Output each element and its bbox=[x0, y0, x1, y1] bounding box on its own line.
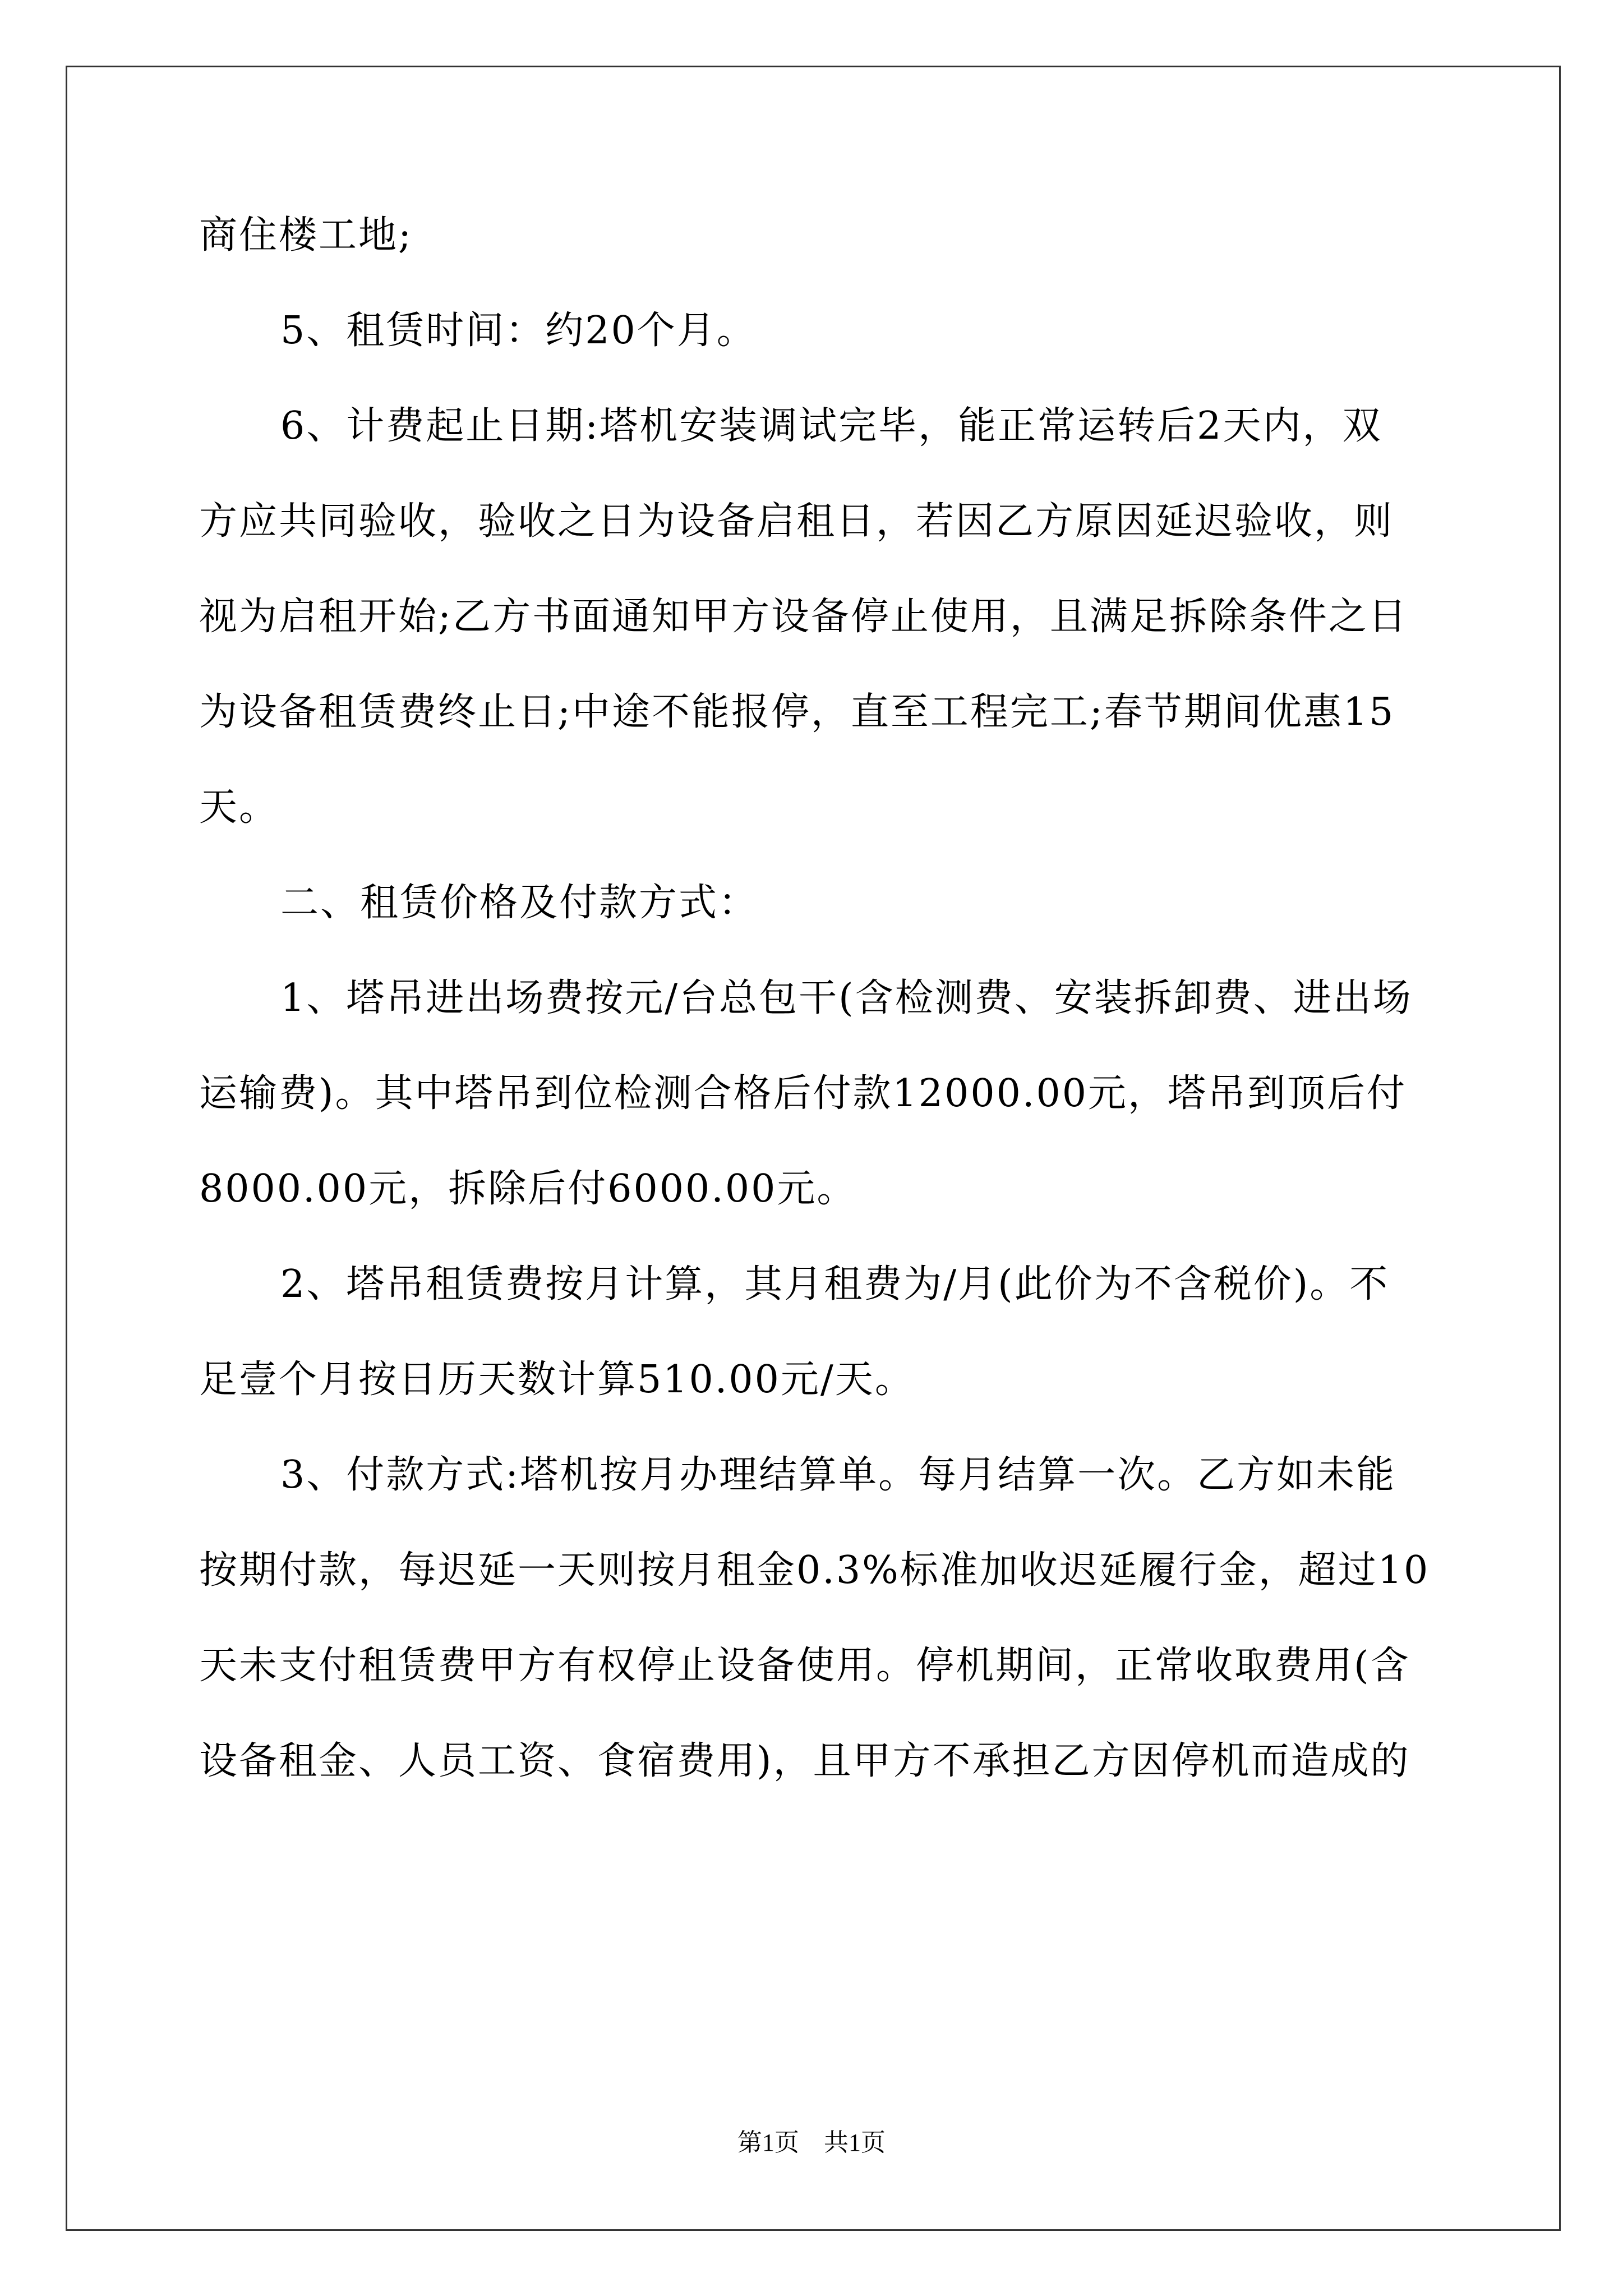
text-line: 设备租金、人员工资、食宿费用)，且甲方不承担乙方因停机而造成的 bbox=[199, 1739, 1410, 1783]
text-line: 运输费)。其中塔吊到位检测合格后付款12000.00元，塔吊到顶后付 bbox=[199, 1071, 1407, 1116]
text-line: 3、付款方式:塔机按月办理结算单。每月结算一次。乙方如未能 bbox=[280, 1453, 1396, 1497]
text-line: 方应共同验收，验收之日为设备启租日，若因乙方原因延迟验收，则 bbox=[199, 499, 1394, 544]
page-border bbox=[66, 66, 1561, 2231]
text-line: 商住楼工地; bbox=[199, 213, 413, 257]
text-line: 6、计费起止日期:塔机安装调试完毕，能正常运转后2天内，双 bbox=[280, 404, 1382, 448]
text-line: 天。 bbox=[199, 785, 279, 830]
text-line: 视为启租开始;乙方书面通知甲方设备停止使用，且满足拆除条件之日 bbox=[199, 595, 1408, 639]
text-line: 8000.00元，拆除后付6000.00元。 bbox=[199, 1167, 857, 1211]
text-line: 2、塔吊租赁费按月计算，其月租费为/月(此价为不含税价)。不 bbox=[280, 1262, 1390, 1306]
text-line: 按期付款，每迟延一天则按月租金0.3%标准加收迟延履行金，超过10 bbox=[199, 1548, 1430, 1593]
section-heading: 二、租赁价格及付款方式： bbox=[280, 881, 759, 925]
page-number: 第1页 共1页 bbox=[737, 2129, 886, 2156]
text-line: 5、租赁时间：约20个月。 bbox=[280, 309, 757, 353]
text-line: 足壹个月按日历天数计算510.00元/天。 bbox=[199, 1358, 915, 1402]
text-line: 为设备租赁费终止日;中途不能报停，直至工程完工;春节期间优惠15 bbox=[199, 690, 1395, 734]
text-line: 1、塔吊进出场费按元/台总包干(含检测费、安装拆卸费、进出场 bbox=[280, 976, 1413, 1020]
text-line: 天未支付租赁费甲方有权停止设备使用。停机期间，正常收取费用(含 bbox=[199, 1644, 1410, 1688]
